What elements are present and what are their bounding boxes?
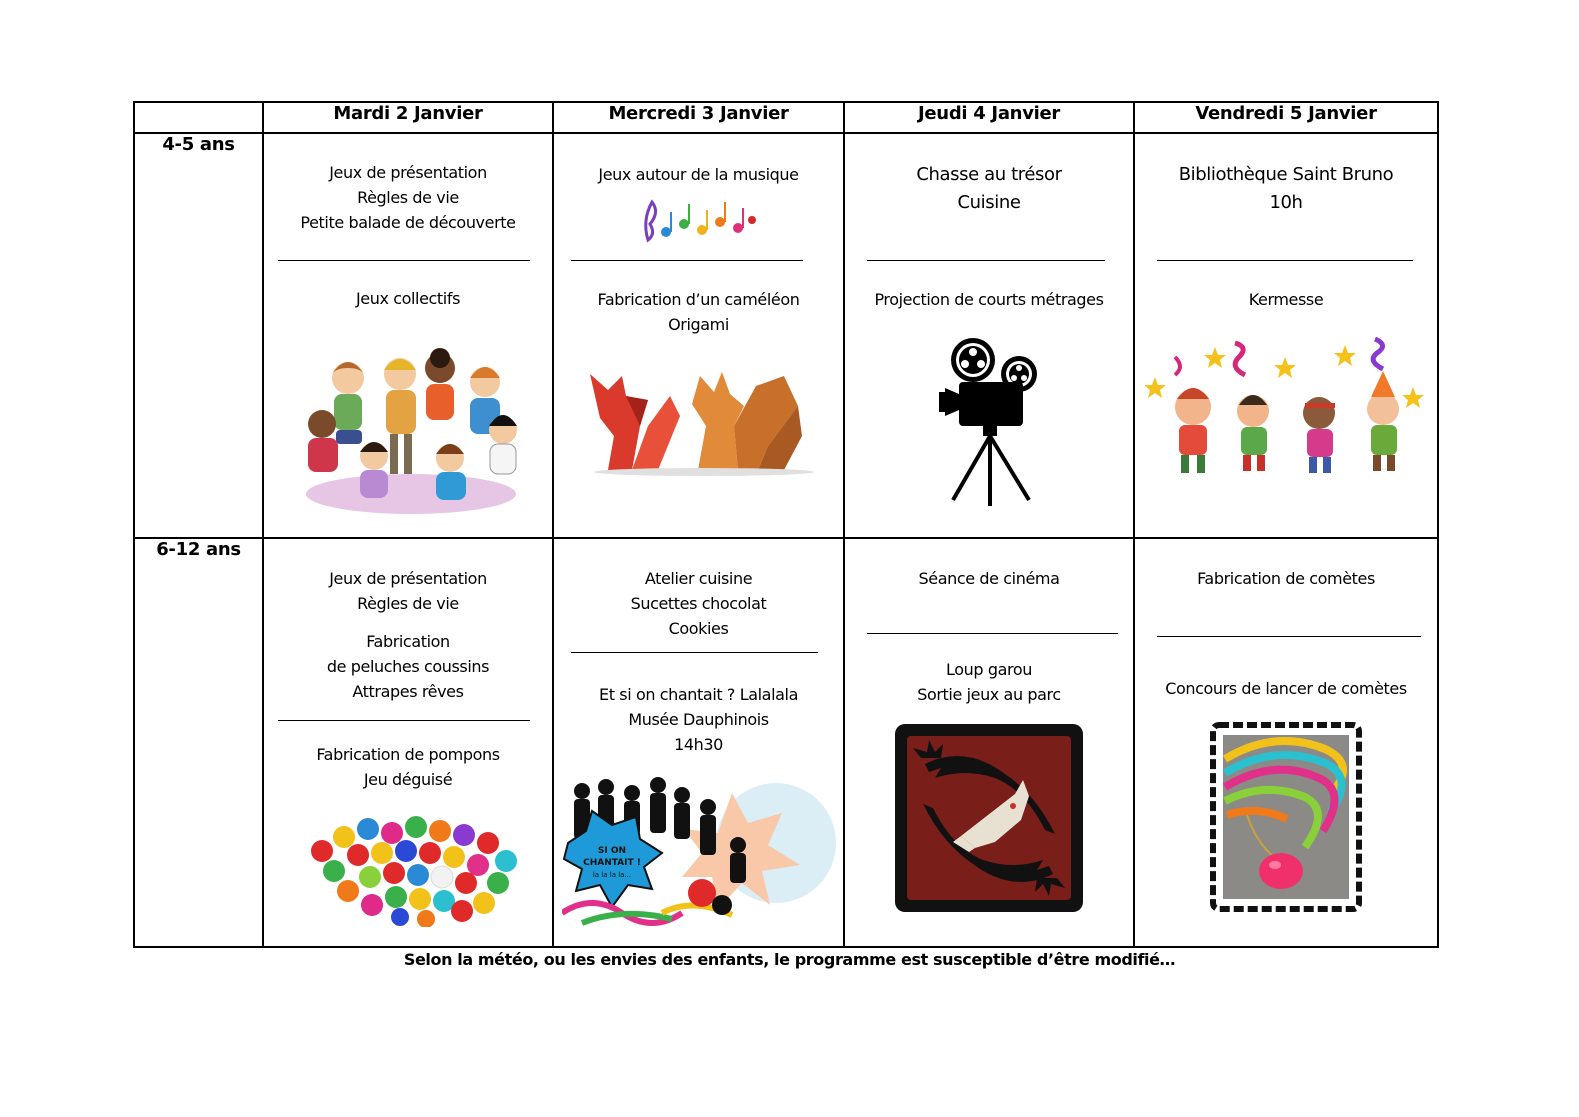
footer-note: Selon la météo, ou les envies des enfants, le programme est susceptible d’être modifié… bbox=[403, 950, 1176, 969]
divider bbox=[571, 652, 818, 653]
activity-text: Petite balade de découverte bbox=[300, 213, 516, 232]
afternoon-activities bbox=[845, 657, 1133, 707]
divider bbox=[867, 260, 1105, 261]
activity-text: Concours de lancer de comètes bbox=[1165, 679, 1407, 698]
cell-mercredi-6-12 bbox=[553, 538, 844, 947]
divider bbox=[867, 633, 1118, 634]
row-6-12-ans bbox=[134, 538, 1438, 947]
activity-text: Fabrication d’un caméléon bbox=[597, 290, 800, 309]
activity-text: 10h bbox=[1269, 192, 1303, 213]
day-header-jeudi: Jeudi 4 Janvier bbox=[844, 102, 1134, 133]
row-4-5-ans bbox=[134, 133, 1438, 538]
film-projector-icon bbox=[939, 336, 1043, 508]
activity-text: Cuisine bbox=[957, 192, 1021, 213]
cell-jeudi-6-12 bbox=[844, 538, 1134, 947]
activity-text: Et si on chantait ? Lalalala bbox=[599, 685, 798, 704]
music-notes-icon bbox=[640, 192, 760, 248]
afternoon-activities bbox=[845, 287, 1133, 312]
divider bbox=[571, 260, 803, 261]
morning-activities bbox=[1135, 566, 1437, 591]
day-header-mardi: Mardi 2 Janvier bbox=[263, 102, 553, 133]
morning-activities bbox=[845, 161, 1133, 217]
morning-activities bbox=[845, 566, 1133, 591]
poster-title-line: SI ON bbox=[597, 846, 627, 856]
morning-activities bbox=[264, 566, 552, 704]
afternoon-activities bbox=[264, 742, 552, 792]
activity-text: Loup garou bbox=[946, 660, 1032, 679]
origami-fox-icon bbox=[588, 366, 820, 476]
activity-text: Kermesse bbox=[1248, 290, 1324, 309]
activity-text: Attrapes rêves bbox=[352, 682, 464, 701]
morning-activities bbox=[554, 566, 843, 641]
activity-text: Chasse au trésor bbox=[916, 164, 1062, 185]
poster-subtitle: la la la la... bbox=[592, 871, 632, 879]
morning-activities bbox=[1135, 161, 1437, 217]
comet-craft-icon bbox=[1207, 719, 1365, 915]
cell-vendredi-6-12 bbox=[1134, 538, 1438, 947]
day-header-vendredi: Vendredi 5 Janvier bbox=[1134, 102, 1438, 133]
activity-text: Cookies bbox=[668, 619, 729, 638]
divider bbox=[278, 260, 530, 261]
activity-text: Jeux autour de la musique bbox=[598, 165, 799, 184]
activity-text: Séance de cinéma bbox=[918, 569, 1060, 588]
age-label-6-12: 6-12 ans bbox=[134, 538, 263, 947]
activity-text: Règles de vie bbox=[357, 594, 459, 613]
activity-text: Musée Dauphinois bbox=[628, 710, 769, 729]
poster-title-line: CHANTAIT ! bbox=[583, 858, 641, 868]
activity-text: Origami bbox=[668, 315, 729, 334]
si-on-chantait-poster-icon bbox=[562, 773, 836, 929]
program-table bbox=[133, 101, 1439, 948]
activity-text: Fabrication bbox=[366, 632, 450, 651]
header-row bbox=[134, 102, 1438, 133]
corner-header bbox=[134, 102, 263, 133]
pompons-icon bbox=[304, 811, 518, 927]
activity-text: 14h30 bbox=[674, 735, 723, 754]
activity-text: Fabrication de comètes bbox=[1197, 569, 1375, 588]
cell-mardi-4-5 bbox=[263, 133, 553, 538]
cell-mardi-6-12 bbox=[263, 538, 553, 947]
divider bbox=[278, 720, 530, 721]
activity-text: de peluches coussins bbox=[326, 657, 490, 676]
afternoon-activities bbox=[1135, 287, 1437, 312]
activity-text: Jeux de présentation bbox=[329, 163, 487, 182]
day-header-mercredi: Mercredi 3 Janvier bbox=[553, 102, 844, 133]
morning-activities bbox=[554, 162, 843, 187]
afternoon-activities bbox=[554, 682, 843, 757]
age-label-4-5: 4-5 ans bbox=[134, 133, 263, 538]
activity-text: Fabrication de pompons bbox=[316, 745, 500, 764]
activity-text: Jeux de présentation bbox=[329, 569, 487, 588]
activity-text: Atelier cuisine bbox=[644, 569, 753, 588]
cell-vendredi-4-5 bbox=[1134, 133, 1438, 538]
activity-text: Jeux collectifs bbox=[355, 289, 461, 308]
activity-text: Projection de courts métrages bbox=[874, 290, 1104, 309]
children-circle-icon bbox=[300, 346, 522, 516]
cell-mercredi-4-5 bbox=[553, 133, 844, 538]
party-kids-icon bbox=[1145, 337, 1427, 479]
activity-text: Sucettes chocolat bbox=[630, 594, 767, 613]
afternoon-activities bbox=[1135, 676, 1437, 701]
activity-text: Bibliothèque Saint Bruno bbox=[1178, 164, 1394, 185]
morning-activities bbox=[264, 160, 552, 235]
afternoon-activities bbox=[264, 286, 552, 311]
cell-jeudi-4-5 bbox=[844, 133, 1134, 538]
werewolf-card-icon bbox=[895, 724, 1083, 912]
activity-text: Règles de vie bbox=[357, 188, 459, 207]
afternoon-activities bbox=[554, 287, 843, 337]
divider bbox=[1157, 636, 1421, 637]
divider bbox=[1157, 260, 1413, 261]
activity-text: Jeu déguisé bbox=[363, 770, 453, 789]
activity-text: Sortie jeux au parc bbox=[917, 685, 1061, 704]
